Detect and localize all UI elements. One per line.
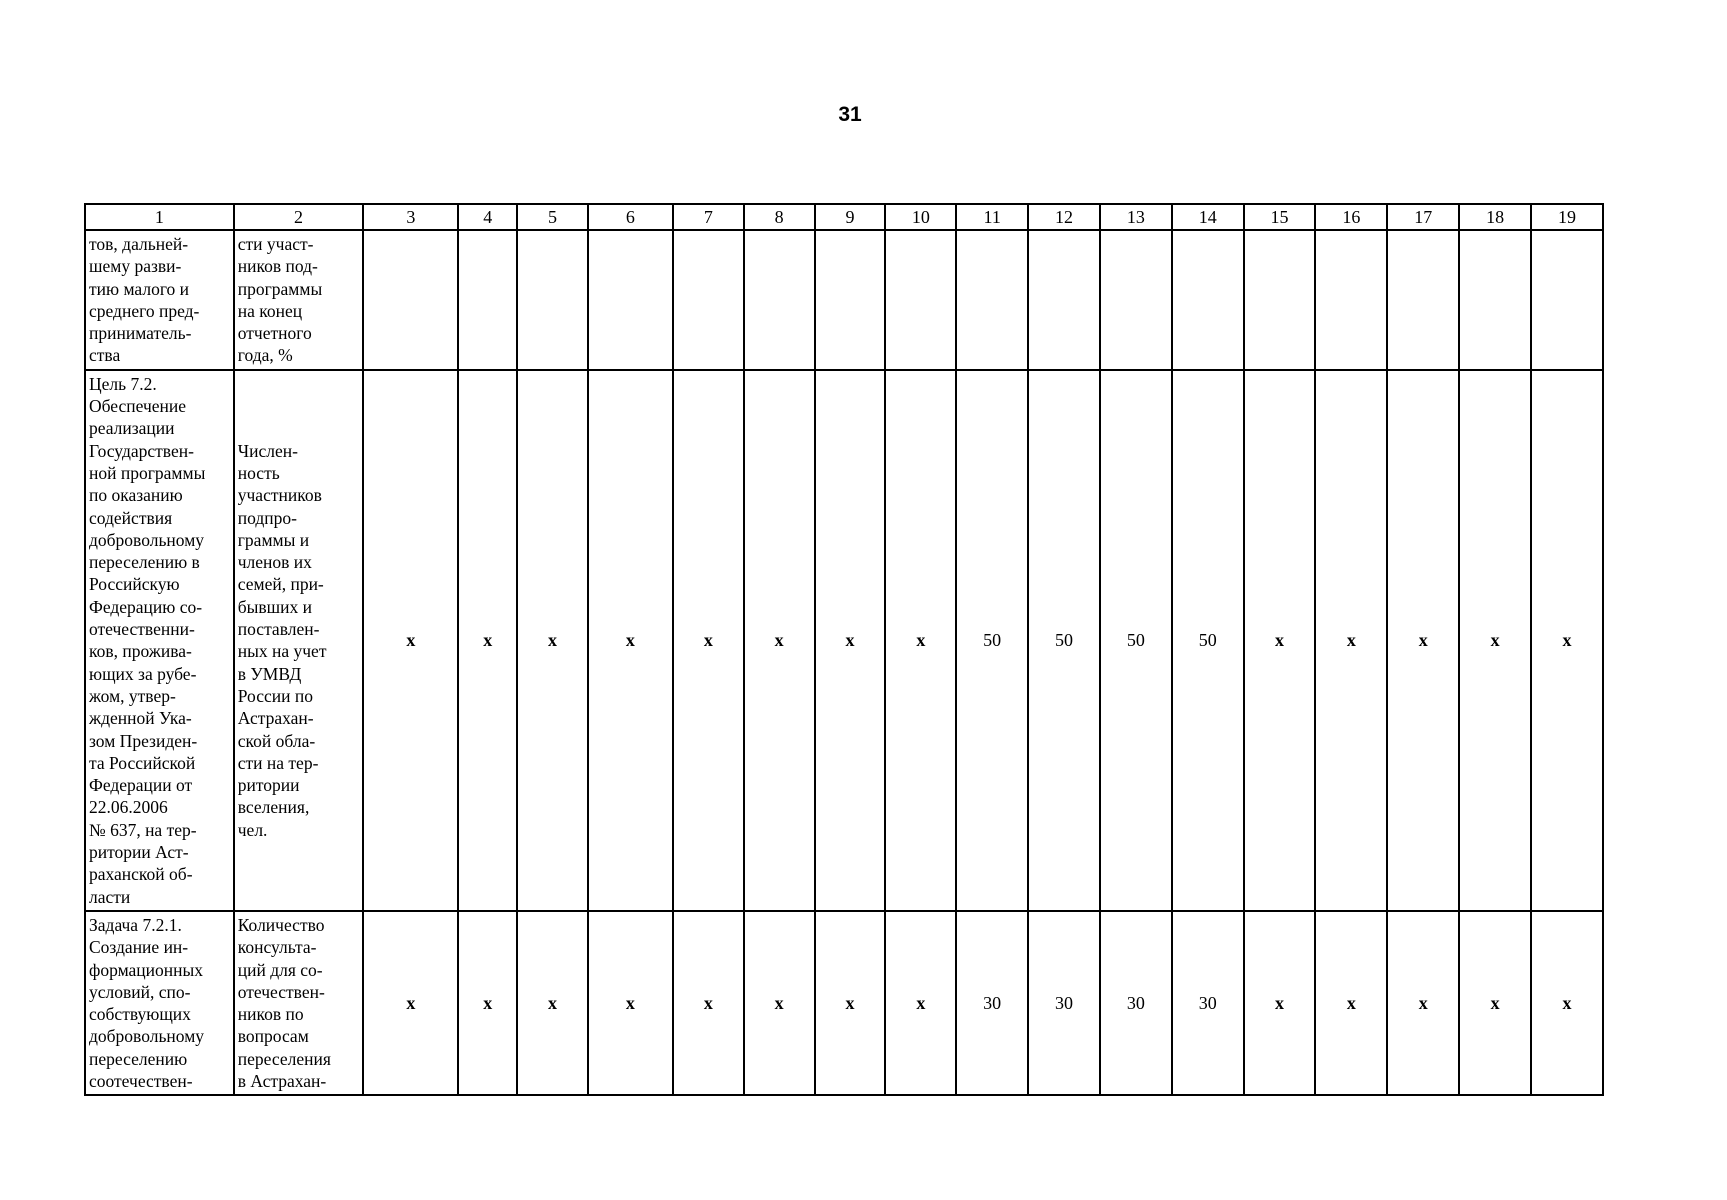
goal-text-line: шему разви-	[89, 256, 182, 277]
indicator-text-line: в Астрахан-	[237, 1070, 327, 1091]
indicator-text-line: вопросам	[237, 1026, 309, 1047]
goal-text-line: жденной Ука-	[89, 708, 192, 729]
column-number-8: 8	[744, 204, 815, 230]
value-cell-col-10: х	[885, 370, 956, 911]
column-number-12: 12	[1028, 204, 1100, 230]
column-number-5: 5	[517, 204, 588, 230]
goal-cell	[85, 230, 234, 370]
goal-cell	[85, 911, 234, 1095]
value-cell-col-16: х	[1315, 911, 1387, 1095]
value-cell-col-18: х	[1459, 370, 1531, 911]
column-number-1: 1	[85, 204, 234, 230]
goal-text-line: Обеспечение	[89, 396, 187, 417]
value-cell-col-19: х	[1531, 911, 1603, 1095]
column-number-16: 16	[1315, 204, 1387, 230]
page-number: 31	[838, 103, 862, 126]
goal-text-line: переселению в	[89, 552, 200, 573]
value-cell-col-15: х	[1244, 370, 1316, 911]
value-cell-col-17: х	[1387, 911, 1459, 1095]
indicator-text-line: вселения,	[237, 797, 310, 818]
value-cell-col-17	[1387, 230, 1459, 370]
value-cell-col-11: 30	[956, 911, 1028, 1095]
value-cell-col-19	[1531, 230, 1603, 370]
value-cell-col-10	[885, 230, 956, 370]
table-row	[85, 911, 1603, 1095]
value-cell-col-7: х	[673, 911, 744, 1095]
value-cell-col-8: х	[744, 911, 815, 1095]
indicator-text-line: отечествен-	[237, 981, 325, 1002]
goal-text-line: Цель 7.2.	[89, 373, 157, 394]
value-cell-col-5: х	[517, 370, 588, 911]
indicator-text-line: консульта-	[237, 937, 317, 958]
column-number-3: 3	[363, 204, 458, 230]
indicator-text-line: сти участ-	[237, 234, 314, 254]
value-cell-col-15	[1244, 230, 1316, 370]
column-number-14: 14	[1172, 204, 1244, 230]
indicator-text-line: поставлен-	[237, 619, 320, 640]
value-cell-col-8: х	[744, 370, 815, 911]
value-cell-col-12: 30	[1028, 911, 1100, 1095]
column-number-4: 4	[458, 204, 517, 230]
value-cell-col-9: х	[815, 370, 886, 911]
value-cell-col-11	[956, 230, 1028, 370]
goal-text-line: Создание ин-	[89, 937, 189, 958]
goal-text-line: формационных	[89, 959, 204, 980]
indicator-text-line: года, %	[237, 345, 293, 366]
column-number-7: 7	[673, 204, 744, 230]
value-cell-col-16: х	[1315, 370, 1387, 911]
value-cell-col-3: х	[363, 911, 458, 1095]
column-number-row	[85, 204, 1603, 230]
indicator-text-line: ников по	[237, 1004, 304, 1025]
goal-text-line: отечественни-	[89, 619, 195, 640]
goal-text-line: ной программы	[89, 462, 206, 483]
goal-text-line: № 637, на тер-	[89, 819, 197, 840]
indicator-text-line: членов их	[237, 552, 312, 573]
indicator-text-line: России по	[237, 685, 313, 706]
value-cell-col-17: х	[1387, 370, 1459, 911]
goal-cell	[85, 370, 234, 911]
value-cell-col-12	[1028, 230, 1100, 370]
indicator-text-line: бывших и	[237, 596, 313, 617]
column-number-19: 19	[1531, 204, 1603, 230]
value-cell-col-6	[588, 230, 673, 370]
value-cell-col-5: х	[517, 911, 588, 1095]
indicator-text-line: ность	[237, 462, 280, 483]
value-cell-col-14: 50	[1172, 370, 1244, 911]
value-cell-col-4	[458, 230, 517, 370]
value-cell-col-4: х	[458, 370, 517, 911]
indicator-text-line: на конец	[237, 300, 303, 321]
value-cell-col-15: х	[1244, 911, 1316, 1095]
column-number-15: 15	[1244, 204, 1316, 230]
value-cell-col-13	[1100, 230, 1172, 370]
goal-text-line: соотечествен-	[89, 1070, 193, 1091]
column-number-10: 10	[885, 204, 956, 230]
value-cell-col-7: х	[673, 370, 744, 911]
value-cell-col-13: 50	[1100, 370, 1172, 911]
goal-text-line: раханской об-	[89, 864, 193, 885]
value-cell-col-3: х	[363, 370, 458, 911]
goal-text-line: добровольному	[89, 529, 205, 550]
column-number-17: 17	[1387, 204, 1459, 230]
indicator-cell	[234, 370, 364, 911]
goal-text-line: Российскую	[89, 574, 180, 595]
value-cell-col-5	[517, 230, 588, 370]
goal-text-line: ков, прожива-	[89, 641, 192, 662]
goal-text-line: переселению	[89, 1048, 188, 1069]
value-cell-col-18: х	[1459, 911, 1531, 1095]
indicator-text-line: ций для со-	[237, 959, 323, 980]
table-body	[85, 204, 1603, 1095]
goal-text-line: приниматель-	[89, 323, 192, 344]
table-row	[85, 230, 1603, 370]
value-cell-col-8	[744, 230, 815, 370]
goal-text-line: ласти	[89, 886, 131, 907]
indicator-text-line: ных на учет	[237, 641, 327, 662]
goal-text-line: ритории Аст-	[89, 842, 189, 863]
goal-text-line: Задача 7.2.1.	[89, 914, 182, 935]
value-cell-col-14	[1172, 230, 1244, 370]
goal-text-line: содействия	[89, 507, 173, 528]
goal-text-line: собствующих	[89, 1004, 191, 1025]
indicator-cell	[234, 230, 364, 370]
value-cell-col-6: х	[588, 370, 673, 911]
value-cell-col-12: 50	[1028, 370, 1100, 911]
value-cell-col-19: х	[1531, 370, 1603, 911]
indicator-text-line: семей, при-	[237, 574, 324, 595]
goal-text-line: тов, дальней-	[89, 234, 189, 254]
goal-text-line: та Российской	[89, 752, 196, 773]
value-cell-col-7	[673, 230, 744, 370]
indicator-text-line: отчетного	[237, 323, 312, 344]
goal-text-line: 22.06.2006	[89, 797, 168, 818]
indicator-text-line: программы	[237, 278, 323, 299]
goal-text-line: добровольному	[89, 1026, 205, 1047]
value-cell-col-14: 30	[1172, 911, 1244, 1095]
goal-text-line: ющих за рубе-	[89, 663, 197, 684]
goal-text-line: ства	[89, 345, 121, 366]
goal-text-line: по оказанию	[89, 485, 183, 506]
table-row	[85, 370, 1603, 911]
indicator-cell	[234, 911, 364, 1095]
goal-text-line: Федерацию со-	[89, 596, 203, 617]
goal-text-line: жом, утвер-	[89, 685, 176, 706]
indicator-text-line: Числен-	[237, 440, 298, 461]
column-number-18: 18	[1459, 204, 1531, 230]
column-number-13: 13	[1100, 204, 1172, 230]
value-cell-col-10: х	[885, 911, 956, 1095]
goal-text-line: среднего пред-	[89, 300, 200, 321]
value-cell-col-9	[815, 230, 886, 370]
indicator-text-line: ской обла-	[237, 730, 316, 751]
goal-text-line: условий, спо-	[89, 981, 191, 1002]
indicator-text-line: граммы и	[237, 529, 310, 550]
indicator-text-line: чел.	[237, 819, 268, 840]
indicator-text-line: в УМВД	[237, 663, 302, 684]
column-number-11: 11	[956, 204, 1028, 230]
goal-text-line: тию малого и	[89, 278, 190, 299]
indicator-text-line: сти на тер-	[237, 752, 319, 773]
column-number-6: 6	[588, 204, 673, 230]
indicator-table	[84, 203, 1604, 1096]
goal-text-line: Государствен-	[89, 440, 194, 461]
goal-text-line: реализации	[89, 418, 175, 439]
column-number-9: 9	[815, 204, 886, 230]
indicator-text-line: Астрахан-	[237, 708, 314, 729]
value-cell-col-9: х	[815, 911, 886, 1095]
indicator-text-line: ников под-	[237, 256, 318, 277]
indicator-text-line: переселения	[237, 1048, 331, 1069]
indicator-text-line: Количество	[237, 914, 325, 935]
indicator-text-line: подпро-	[237, 507, 297, 528]
value-cell-col-3	[363, 230, 458, 370]
column-number-2: 2	[234, 204, 364, 230]
goal-text-line: зом Президен-	[89, 730, 198, 751]
value-cell-col-18	[1459, 230, 1531, 370]
value-cell-col-4: х	[458, 911, 517, 1095]
value-cell-col-16	[1315, 230, 1387, 370]
indicator-text-line: участников	[237, 485, 322, 506]
indicator-text-line: ритории	[237, 775, 300, 796]
value-cell-col-6: х	[588, 911, 673, 1095]
goal-text-line: Федерации от	[89, 775, 193, 796]
value-cell-col-13: 30	[1100, 911, 1172, 1095]
value-cell-col-11: 50	[956, 370, 1028, 911]
